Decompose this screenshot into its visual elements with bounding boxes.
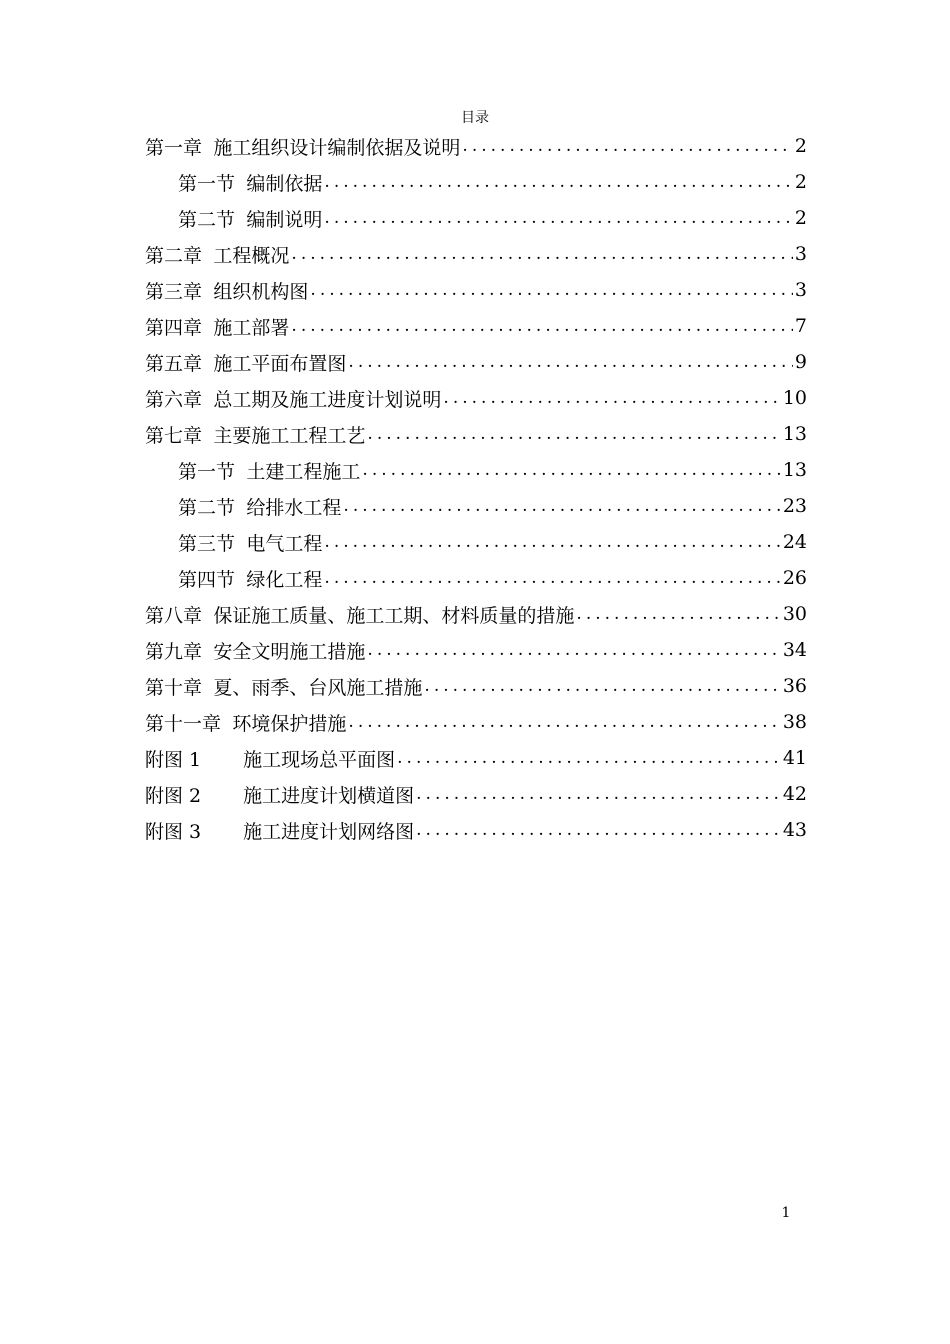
toc-entry-title: 主要施工工程工艺 bbox=[213, 424, 366, 447]
toc-entry-number: 附图 3 bbox=[145, 820, 202, 843]
toc-entry-page: 30 bbox=[782, 603, 807, 625]
toc-entry-title: 编制说明 bbox=[246, 208, 323, 231]
page-number: 1 bbox=[781, 1205, 791, 1221]
toc-entry-page: 24 bbox=[782, 531, 807, 553]
toc-entry-number: 第三章 bbox=[145, 280, 203, 303]
toc-entry-title: 总工期及施工进度计划说明 bbox=[213, 388, 442, 411]
toc-entry-section-7-1[interactable] bbox=[145, 452, 807, 488]
toc-dot-leader bbox=[367, 640, 780, 660]
toc-entry-number: 附图 2 bbox=[145, 784, 202, 807]
toc-entry-title: 夏、雨季、台风施工措施 bbox=[213, 676, 423, 699]
toc-entry-section-7-4[interactable] bbox=[145, 560, 807, 596]
toc-entry-number: 附图 1 bbox=[145, 748, 202, 771]
toc-dot-leader bbox=[416, 784, 781, 804]
toc-dot-leader bbox=[324, 568, 780, 588]
toc-entry-page: 13 bbox=[782, 423, 807, 445]
toc-entry-number: 第四章 bbox=[145, 316, 203, 339]
toc-entry-section-7-3[interactable] bbox=[145, 524, 807, 560]
toc-dot-leader bbox=[310, 280, 792, 300]
toc-dot-leader bbox=[348, 712, 780, 732]
toc-dot-leader bbox=[424, 676, 780, 696]
toc-entry-title: 给排水工程 bbox=[246, 496, 342, 519]
toc-entry-number: 第十一章 bbox=[145, 712, 222, 735]
toc-dot-leader bbox=[362, 460, 780, 480]
toc-entry-title: 编制依据 bbox=[246, 172, 323, 195]
toc-dot-leader bbox=[291, 244, 792, 264]
toc-entry-page: 38 bbox=[782, 711, 807, 733]
toc-entry-page: 26 bbox=[782, 567, 807, 589]
toc-entry-appendix-3[interactable] bbox=[145, 812, 807, 848]
toc-entry-section-1-2[interactable] bbox=[145, 200, 807, 236]
toc-dot-leader bbox=[397, 748, 781, 768]
toc-entry-number: 第一节 bbox=[178, 460, 236, 483]
toc-entry-page: 10 bbox=[782, 387, 807, 409]
toc-entry-title: 电气工程 bbox=[246, 532, 323, 555]
toc-entry-appendix-1[interactable] bbox=[145, 740, 807, 776]
toc-entry-number: 第九章 bbox=[145, 640, 203, 663]
toc-entry-number: 第二节 bbox=[178, 496, 236, 519]
toc-dot-leader bbox=[348, 352, 792, 372]
toc-dot-leader bbox=[462, 136, 792, 156]
toc-entry-title: 施工平面布置图 bbox=[213, 352, 347, 375]
toc-entry-title: 施工进度计划网络图 bbox=[243, 820, 415, 843]
toc-entry-chapter-11[interactable] bbox=[145, 704, 807, 740]
toc-entry-title: 安全文明施工措施 bbox=[213, 640, 366, 663]
toc-dot-leader bbox=[576, 604, 780, 624]
toc-dot-leader bbox=[291, 316, 792, 336]
toc-dot-leader bbox=[367, 424, 780, 444]
toc-entry-title: 保证施工质量、施工工期、材料质量的措施 bbox=[213, 604, 575, 627]
toc-entry-chapter-2[interactable] bbox=[145, 236, 807, 272]
toc-entry-title: 土建工程施工 bbox=[246, 460, 361, 483]
toc-entry-title: 绿化工程 bbox=[246, 568, 323, 591]
toc-entry-title: 工程概况 bbox=[213, 244, 290, 267]
toc-entry-page: 7 bbox=[794, 315, 807, 337]
toc-entry-page: 23 bbox=[782, 495, 807, 517]
toc-entry-number: 第二节 bbox=[178, 208, 236, 231]
toc-dot-leader bbox=[343, 496, 780, 516]
toc-entry-title: 组织机构图 bbox=[213, 280, 309, 303]
toc-dot-leader bbox=[416, 820, 781, 840]
toc-entry-title: 施工组织设计编制依据及说明 bbox=[213, 136, 461, 159]
toc-entry-page: 41 bbox=[782, 747, 807, 769]
toc-entry-page: 3 bbox=[794, 279, 807, 301]
toc-entry-number: 第一节 bbox=[178, 172, 236, 195]
toc-entry-title: 施工进度计划横道图 bbox=[243, 784, 415, 807]
toc-entry-number: 第一章 bbox=[145, 136, 203, 159]
toc-entry-page: 42 bbox=[782, 783, 807, 805]
toc-entry-title: 施工部署 bbox=[213, 316, 290, 339]
toc-entry-page: 9 bbox=[794, 351, 807, 373]
toc-entry-chapter-4[interactable] bbox=[145, 308, 807, 344]
toc-entry-page: 3 bbox=[794, 243, 807, 265]
toc-dot-leader bbox=[324, 172, 792, 192]
toc-entry-title: 环境保护措施 bbox=[232, 712, 347, 735]
toc-entry-title: 施工现场总平面图 bbox=[243, 748, 396, 771]
toc-entry-number: 第二章 bbox=[145, 244, 203, 267]
toc-entry-chapter-7[interactable] bbox=[145, 416, 807, 452]
toc-entry-number: 第三节 bbox=[178, 532, 236, 555]
toc-entry-page: 13 bbox=[782, 459, 807, 481]
toc-entry-chapter-6[interactable] bbox=[145, 380, 807, 416]
toc-entry-page: 2 bbox=[794, 207, 807, 229]
toc-title: 目录 bbox=[461, 110, 489, 126]
toc-entry-section-1-1[interactable] bbox=[145, 164, 807, 200]
toc-entry-page: 43 bbox=[782, 819, 807, 841]
toc-entry-number: 第六章 bbox=[145, 388, 203, 411]
toc-entry-page: 2 bbox=[794, 135, 807, 157]
toc-entry-chapter-8[interactable] bbox=[145, 596, 807, 632]
toc-entry-number: 第四节 bbox=[178, 568, 236, 591]
toc-entry-number: 第七章 bbox=[145, 424, 203, 447]
toc-entry-appendix-2[interactable] bbox=[145, 776, 807, 812]
toc-entry-page: 34 bbox=[782, 639, 807, 661]
toc-entry-number: 第十章 bbox=[145, 676, 203, 699]
toc-entry-chapter-9[interactable] bbox=[145, 632, 807, 668]
toc-dot-leader bbox=[443, 388, 780, 408]
toc-entry-chapter-10[interactable] bbox=[145, 668, 807, 704]
toc-entry-number: 第五章 bbox=[145, 352, 203, 375]
toc-entry-section-7-2[interactable] bbox=[145, 488, 807, 524]
toc-entry-chapter-1[interactable] bbox=[145, 128, 807, 164]
toc-entry-chapter-3[interactable] bbox=[145, 272, 807, 308]
toc-dot-leader bbox=[324, 532, 780, 552]
toc-entry-number: 第八章 bbox=[145, 604, 203, 627]
toc-entry-page: 36 bbox=[782, 675, 807, 697]
toc-entry-page: 2 bbox=[794, 171, 807, 193]
toc-entry-chapter-5[interactable] bbox=[145, 344, 807, 380]
toc-list bbox=[145, 128, 807, 848]
toc-dot-leader bbox=[324, 208, 792, 228]
